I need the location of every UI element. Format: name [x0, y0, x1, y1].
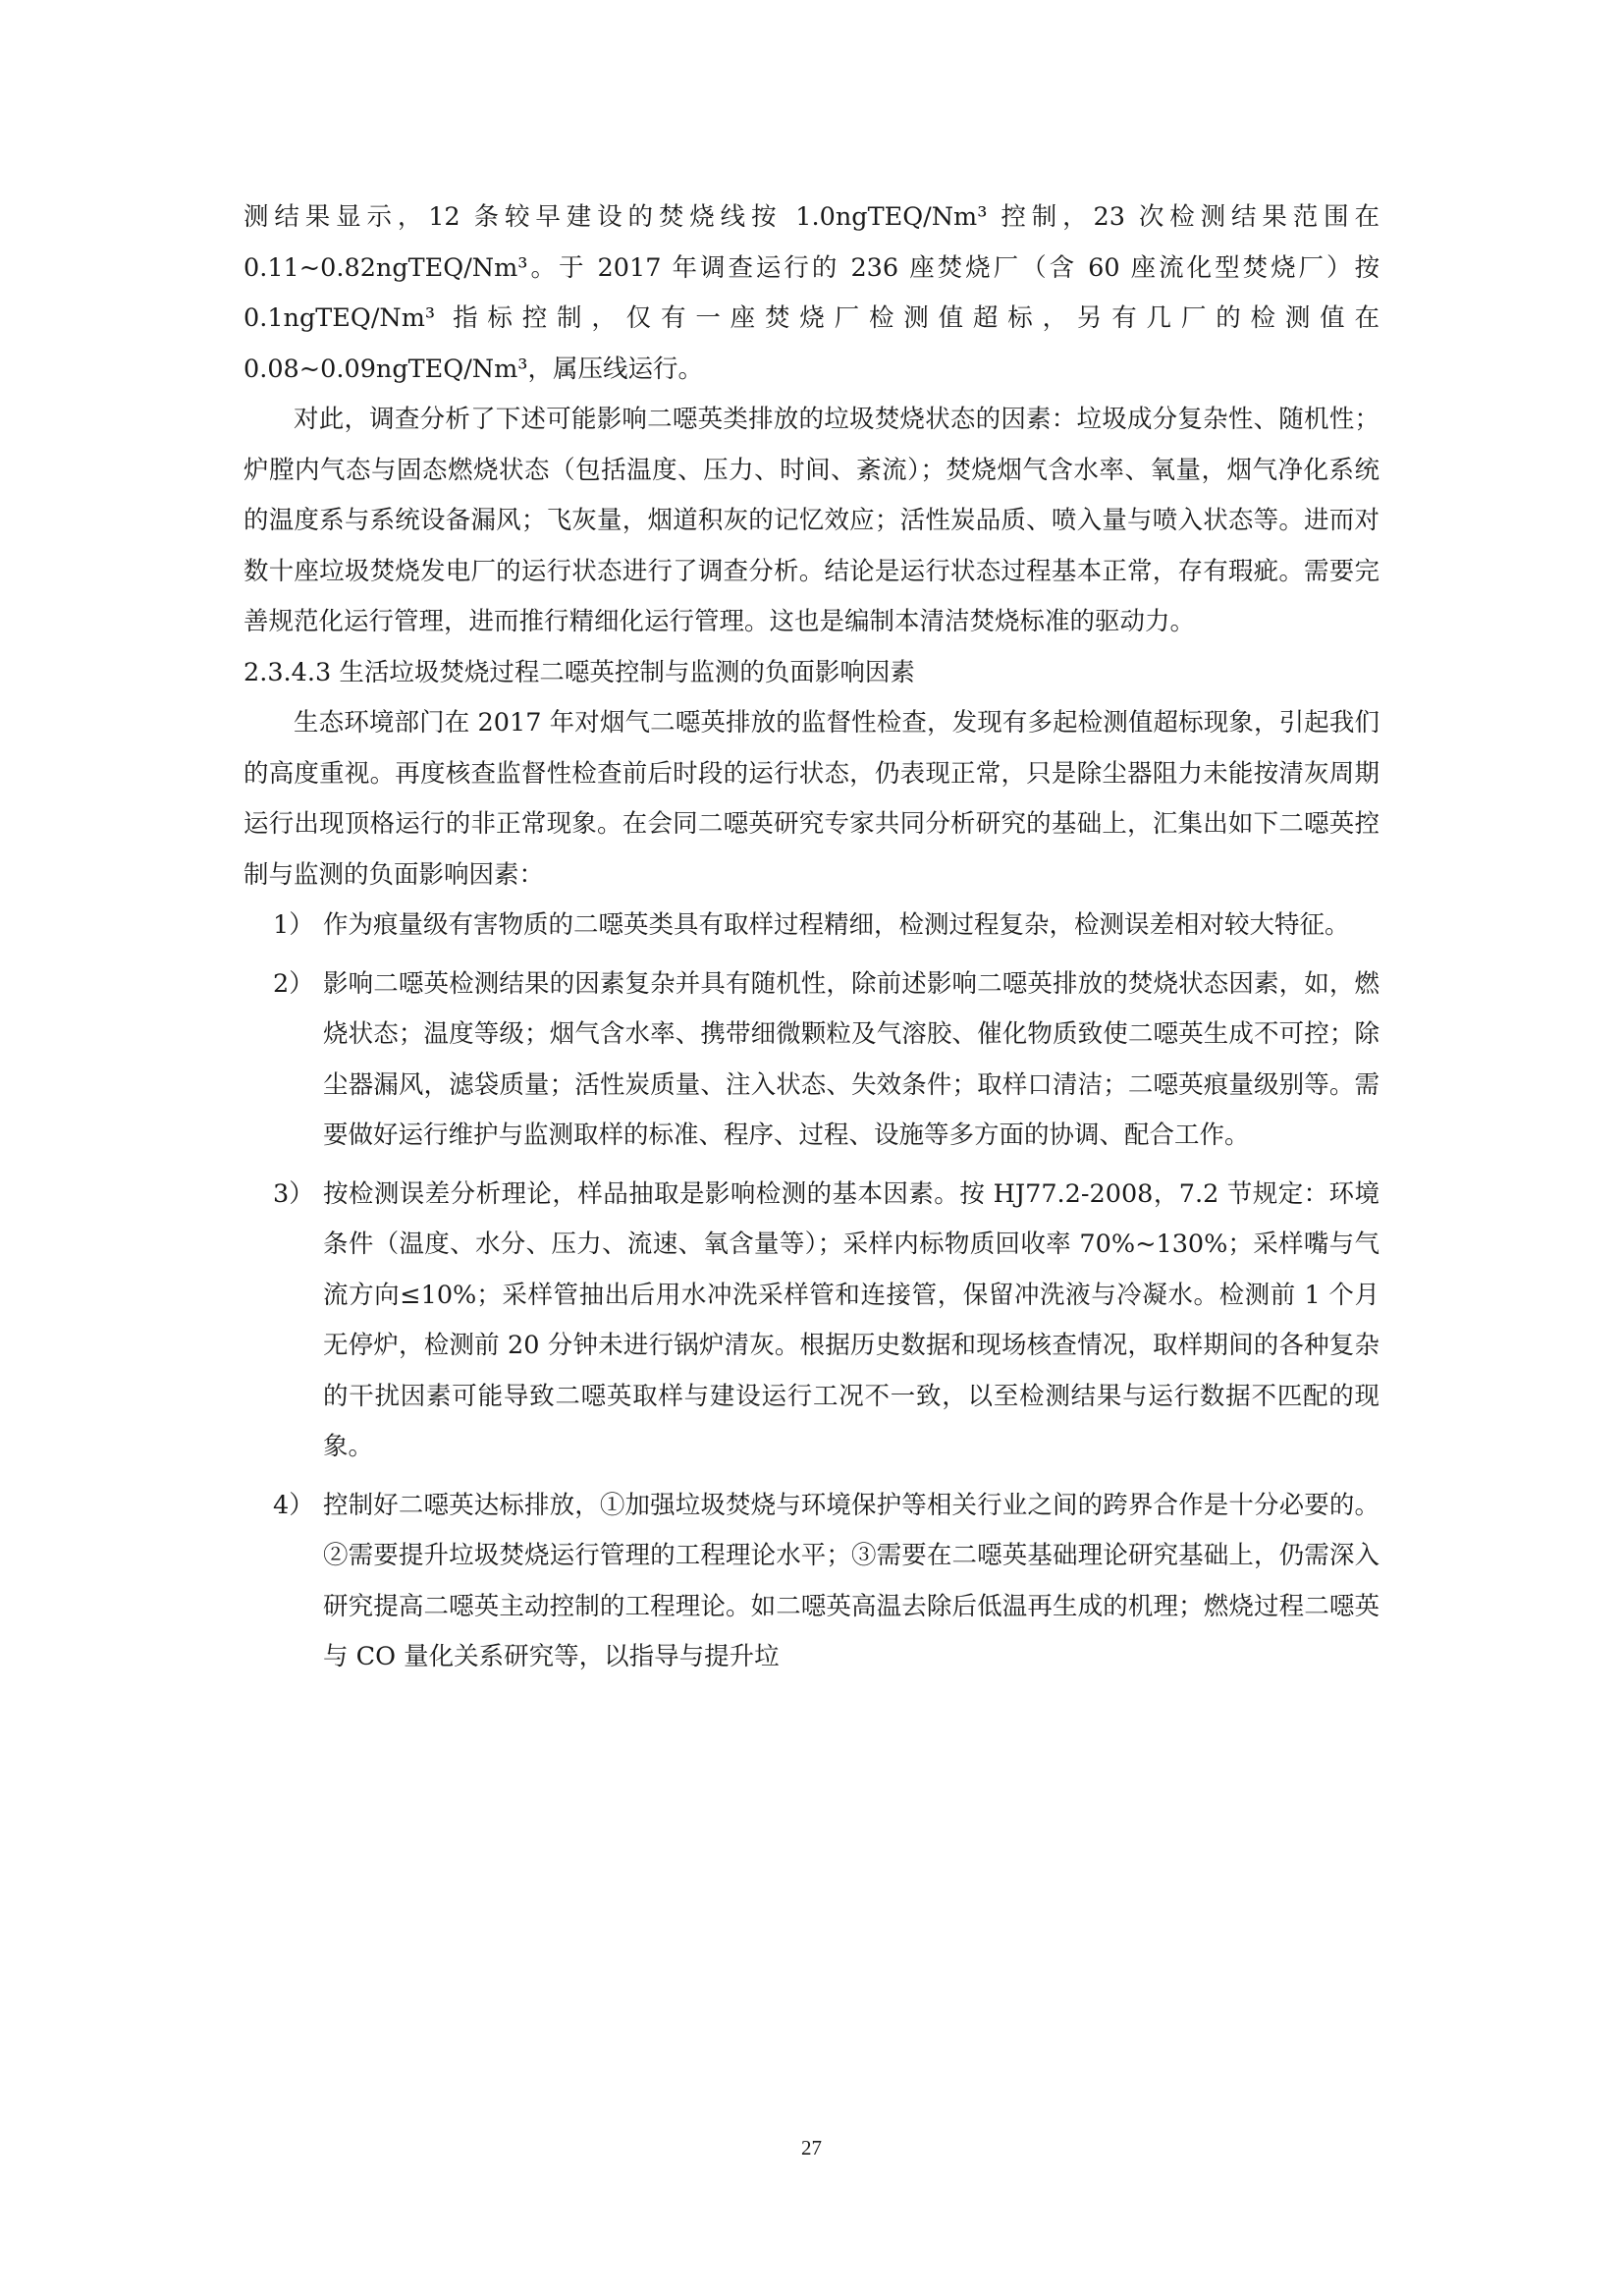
- paragraph-inspection: 生态环境部门在 2017 年对烟气二噁英排放的监督性检查，发现有多起检测值超标现象，引起我们的高度重视。再度核查监督性检查前后时段的运行状态，仍表现正常，只是除尘器阻力未能按清灰周期运行出现顶格运行的非正常现象。在会同二噁英研究专家共同分析研究的基础上，汇集出如下二噁英控制与监测的负面影响因素：: [243, 708, 1380, 890]
- list-item: [243, 1481, 1380, 1683]
- list-number: 1）: [273, 910, 314, 940]
- paragraph-continued: 测结果显示，12 条较早建设的焚烧线按 1.0ngTEQ/Nm³ 控制，23 次检测结果范围在 0.11~0.82ngTEQ/Nm³。于 2017 年调查运行的 236 座焚烧厂（含 60 座流化型焚烧厂）按 0.1ngTEQ/Nm³ 指标控制，仅有一座焚烧厂检测值超标，另有几厂的检测值在 0.08~0.09ngTEQ/Nm³，属压线运行。: [243, 202, 1380, 384]
- page-number: 27: [801, 2136, 822, 2159]
- list-number: 2）: [273, 968, 314, 999]
- list-item: [243, 959, 1380, 1162]
- list-text: 作为痕量级有害物质的二噁英类具有取样过程精细，检测过程复杂，检测误差相对较大特征。: [323, 910, 1350, 940]
- list-item: [243, 1170, 1380, 1473]
- section-heading: 2.3.4.3 生活垃圾焚烧过程二噁英控制与监测的负面影响因素: [243, 657, 915, 687]
- list-text: 影响二噁英检测结果的因素复杂并具有随机性，除前述影响二噁英排放的焚烧状态因素，如，燃烧状态；温度等级；烟气含水率、携带细微颗粒及气溶胶、催化物质致使二噁英生成不可控；除尘器漏风，滤袋质量；活性炭质量、注入状态、失效条件；取样口清洁；二噁英痕量级别等。需要做好运行维护与监测取样的标准、程序、过程、设施等多方面的协调、配合工作。: [323, 968, 1380, 1150]
- list-item: [243, 901, 1380, 952]
- list-text: 控制好二噁英达标排放，①加强垃圾焚烧与环境保护等相关行业之间的跨界合作是十分必要的。②需要提升垃圾焚烧运行管理的工程理论水平；③需要在二噁英基础理论研究基础上，仍需深入研究提高二噁英主动控制的工程理论。如二噁英高温去除后低温再生成的机理；燃烧过程二噁英与 CO 量化关系研究等，以指导与提升垃: [323, 1490, 1380, 1671]
- paragraph-analysis: 对此，调查分析了下述可能影响二噁英类排放的垃圾焚烧状态的因素：垃圾成分复杂性、随机性；炉膛内气态与固态燃烧状态（包括温度、压力、时间、紊流）；焚烧烟气含水率、氧量，烟气净化系统的温度系与系统设备漏风；飞灰量，烟道积灰的记忆效应；活性炭品质、喷入量与喷入状态等。进而对数十座垃圾焚烧发电厂的运行状态进行了调查分析。结论是运行状态过程基本正常，存有瑕疵。需要完善规范化运行管理，进而推行精细化运行管理。这也是编制本清洁焚烧标准的驱动力。: [243, 405, 1380, 636]
- document-body: [243, 192, 1380, 1691]
- list-number: 3）: [273, 1178, 314, 1209]
- list-number: 4）: [273, 1490, 314, 1520]
- list-text: 按检测误差分析理论，样品抽取是影响检测的基本因素。按 HJ77.2-2008，7.2 节规定：环境条件（温度、水分、压力、流速、氧含量等）；采样内标物质回收率 70%~130%；采样嘴与气流方向≤10%；采样管抽出后用水冲洗采样管和连接管，保留冲洗液与冷凝水。检测前 1 个月无停炉，检测前 20 分钟未进行锅炉清灰。根据历史数据和现场核查情况，取样期间的各种复杂的干扰因素可能导致二噁英取样与建设运行工况不一致，以至检测结果与运行数据不匹配的现象。: [323, 1178, 1380, 1461]
